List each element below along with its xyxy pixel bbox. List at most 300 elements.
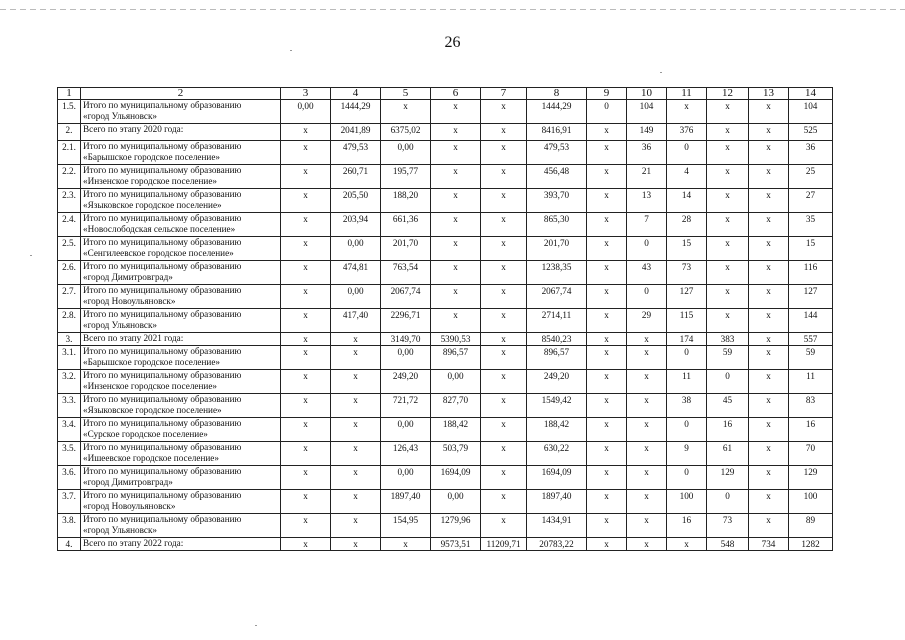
value-cell: 1897,40 bbox=[381, 490, 431, 514]
value-cell: x bbox=[331, 418, 381, 442]
value-cell: x bbox=[749, 309, 789, 333]
value-cell: 1897,40 bbox=[527, 490, 587, 514]
value-cell: 2296,71 bbox=[381, 309, 431, 333]
column-header: 4 bbox=[331, 88, 381, 100]
row-index-cell: 3.7. bbox=[58, 490, 81, 514]
table-row bbox=[58, 370, 833, 394]
value-cell: x bbox=[331, 442, 381, 466]
value-cell: x bbox=[281, 165, 331, 189]
row-name-cell: Итого по муниципальному образованию «Языковское городское поселение» bbox=[81, 189, 281, 213]
value-cell: 188,42 bbox=[527, 418, 587, 442]
row-name-cell: Итого по муниципальному образованию «Сурское городское поселение» bbox=[81, 418, 281, 442]
value-cell: 763,54 bbox=[381, 261, 431, 285]
value-cell: x bbox=[749, 237, 789, 261]
value-cell: 3149,70 bbox=[381, 333, 431, 346]
value-cell: 1434,91 bbox=[527, 514, 587, 538]
value-cell: 2041,89 bbox=[331, 124, 381, 141]
value-cell: x bbox=[481, 333, 527, 346]
value-cell: x bbox=[749, 442, 789, 466]
value-cell: 479,53 bbox=[527, 141, 587, 165]
value-cell: x bbox=[707, 213, 749, 237]
value-cell: 0,00 bbox=[381, 466, 431, 490]
value-cell: x bbox=[749, 213, 789, 237]
value-cell: x bbox=[331, 370, 381, 394]
value-cell: 417,40 bbox=[331, 309, 381, 333]
value-cell: x bbox=[481, 213, 527, 237]
value-cell: 2067,74 bbox=[381, 285, 431, 309]
table-row bbox=[58, 285, 833, 309]
value-cell: x bbox=[587, 394, 627, 418]
value-cell: 16 bbox=[707, 418, 749, 442]
column-header: 7 bbox=[481, 88, 527, 100]
value-cell: x bbox=[587, 141, 627, 165]
value-cell: x bbox=[331, 490, 381, 514]
row-index-cell: 2.3. bbox=[58, 189, 81, 213]
value-cell: 0 bbox=[667, 346, 707, 370]
value-cell: 1694,09 bbox=[431, 466, 481, 490]
row-name-cell: Итого по муниципальному образованию «Инзенское городское поселение» bbox=[81, 370, 281, 394]
value-cell: 0,00 bbox=[331, 237, 381, 261]
value-cell: 896,57 bbox=[527, 346, 587, 370]
value-cell: x bbox=[431, 213, 481, 237]
value-cell: x bbox=[481, 100, 527, 124]
value-cell: x bbox=[627, 346, 667, 370]
value-cell: 0 bbox=[587, 100, 627, 124]
value-cell: 630,22 bbox=[527, 442, 587, 466]
row-index-cell: 2.6. bbox=[58, 261, 81, 285]
value-cell: 1238,35 bbox=[527, 261, 587, 285]
value-cell: x bbox=[481, 418, 527, 442]
value-cell: 2714,11 bbox=[527, 309, 587, 333]
value-cell: 205,50 bbox=[331, 189, 381, 213]
value-cell: x bbox=[481, 370, 527, 394]
value-cell: x bbox=[627, 370, 667, 394]
table-row bbox=[58, 466, 833, 490]
column-header: 9 bbox=[587, 88, 627, 100]
value-cell: 59 bbox=[707, 346, 749, 370]
value-cell: 100 bbox=[789, 490, 833, 514]
table-row bbox=[58, 100, 833, 124]
row-name-cell: Итого по муниципальному образованию «город Ульяновск» bbox=[81, 309, 281, 333]
value-cell: x bbox=[749, 490, 789, 514]
value-cell: x bbox=[749, 394, 789, 418]
value-cell: 16 bbox=[667, 514, 707, 538]
value-cell: x bbox=[587, 514, 627, 538]
value-cell: 548 bbox=[707, 538, 749, 551]
value-cell: 525 bbox=[789, 124, 833, 141]
value-cell: 61 bbox=[707, 442, 749, 466]
scan-speck bbox=[255, 625, 257, 626]
scan-speck bbox=[660, 72, 662, 73]
value-cell: 474,81 bbox=[331, 261, 381, 285]
value-cell: x bbox=[281, 514, 331, 538]
value-cell: 0 bbox=[707, 490, 749, 514]
value-cell: x bbox=[627, 333, 667, 346]
value-cell: x bbox=[431, 165, 481, 189]
value-cell: x bbox=[481, 189, 527, 213]
value-cell: x bbox=[749, 466, 789, 490]
row-name-cell: Итого по муниципальному образованию «Инзенское городское поселение» bbox=[81, 165, 281, 189]
value-cell: x bbox=[481, 285, 527, 309]
value-cell: x bbox=[331, 466, 381, 490]
value-cell: x bbox=[587, 466, 627, 490]
value-cell: 21 bbox=[627, 165, 667, 189]
value-cell: x bbox=[749, 346, 789, 370]
row-index-cell: 3.6. bbox=[58, 466, 81, 490]
value-cell: 201,70 bbox=[527, 237, 587, 261]
value-cell: 59 bbox=[789, 346, 833, 370]
table-row bbox=[58, 442, 833, 466]
value-cell: 115 bbox=[667, 309, 707, 333]
value-cell: x bbox=[481, 490, 527, 514]
value-cell: x bbox=[331, 514, 381, 538]
value-cell: x bbox=[331, 333, 381, 346]
value-cell: 456,48 bbox=[527, 165, 587, 189]
column-header: 2 bbox=[81, 88, 281, 100]
value-cell: x bbox=[749, 124, 789, 141]
value-cell: 83 bbox=[789, 394, 833, 418]
value-cell: 100 bbox=[667, 490, 707, 514]
value-cell: 203,94 bbox=[331, 213, 381, 237]
value-cell: x bbox=[481, 309, 527, 333]
value-cell: x bbox=[481, 261, 527, 285]
table-row bbox=[58, 346, 833, 370]
value-cell: x bbox=[749, 333, 789, 346]
table-row bbox=[58, 538, 833, 551]
value-cell: 260,71 bbox=[331, 165, 381, 189]
value-cell: x bbox=[627, 490, 667, 514]
value-cell: 721,72 bbox=[381, 394, 431, 418]
value-cell: 195,77 bbox=[381, 165, 431, 189]
row-name-cell: Итого по муниципальному образованию «город Новоульяновск» bbox=[81, 285, 281, 309]
table-row bbox=[58, 418, 833, 442]
value-cell: x bbox=[627, 418, 667, 442]
value-cell: x bbox=[707, 100, 749, 124]
value-cell: x bbox=[281, 394, 331, 418]
value-cell: x bbox=[587, 309, 627, 333]
page-number: 26 bbox=[444, 34, 461, 51]
table-row bbox=[58, 394, 833, 418]
value-cell: 13 bbox=[627, 189, 667, 213]
value-cell: 25 bbox=[789, 165, 833, 189]
value-cell: x bbox=[481, 394, 527, 418]
value-cell: 43 bbox=[627, 261, 667, 285]
value-cell: 0 bbox=[667, 141, 707, 165]
table-row bbox=[58, 124, 833, 141]
row-index-cell: 3.5. bbox=[58, 442, 81, 466]
value-cell: 1279,96 bbox=[431, 514, 481, 538]
table-row bbox=[58, 333, 833, 346]
value-cell: 201,70 bbox=[381, 237, 431, 261]
value-cell: x bbox=[431, 100, 481, 124]
value-cell: x bbox=[431, 237, 481, 261]
value-cell: x bbox=[281, 141, 331, 165]
value-cell: x bbox=[281, 490, 331, 514]
value-cell: x bbox=[707, 285, 749, 309]
value-cell: 0 bbox=[667, 466, 707, 490]
table-row bbox=[58, 309, 833, 333]
value-cell: x bbox=[627, 538, 667, 551]
value-cell: x bbox=[667, 538, 707, 551]
row-name-cell: Итого по муниципальному образованию «Языковское городское поселение» bbox=[81, 394, 281, 418]
value-cell: 9 bbox=[667, 442, 707, 466]
value-cell: x bbox=[281, 213, 331, 237]
value-cell: 503,79 bbox=[431, 442, 481, 466]
value-cell: x bbox=[627, 514, 667, 538]
row-index-cell: 3.4. bbox=[58, 418, 81, 442]
row-index-cell: 2.7. bbox=[58, 285, 81, 309]
scan-speck bbox=[30, 255, 32, 256]
row-index-cell: 2.2. bbox=[58, 165, 81, 189]
value-cell: 45 bbox=[707, 394, 749, 418]
value-cell: x bbox=[587, 538, 627, 551]
value-cell: x bbox=[431, 285, 481, 309]
row-index-cell: 1.5. bbox=[58, 100, 81, 124]
table-row bbox=[58, 490, 833, 514]
row-index-cell: 4. bbox=[58, 538, 81, 551]
value-cell: x bbox=[627, 466, 667, 490]
row-index-cell: 3.8. bbox=[58, 514, 81, 538]
value-cell: 7 bbox=[627, 213, 667, 237]
value-cell: x bbox=[281, 309, 331, 333]
value-cell: 104 bbox=[789, 100, 833, 124]
value-cell: 174 bbox=[667, 333, 707, 346]
value-cell: x bbox=[707, 237, 749, 261]
column-header: 5 bbox=[381, 88, 431, 100]
value-cell: 5390,53 bbox=[431, 333, 481, 346]
value-cell: 20783,22 bbox=[527, 538, 587, 551]
value-cell: x bbox=[431, 141, 481, 165]
value-cell: 661,36 bbox=[381, 213, 431, 237]
column-header: 3 bbox=[281, 88, 331, 100]
value-cell: 104 bbox=[627, 100, 667, 124]
value-cell: 1694,09 bbox=[527, 466, 587, 490]
value-cell: 116 bbox=[789, 261, 833, 285]
value-cell: x bbox=[587, 490, 627, 514]
value-cell: 8416,91 bbox=[527, 124, 587, 141]
value-cell: x bbox=[281, 442, 331, 466]
value-cell: 376 bbox=[667, 124, 707, 141]
value-cell: 557 bbox=[789, 333, 833, 346]
value-cell: x bbox=[587, 189, 627, 213]
value-cell: 249,20 bbox=[527, 370, 587, 394]
column-header: 6 bbox=[431, 88, 481, 100]
value-cell: 73 bbox=[667, 261, 707, 285]
row-index-cell: 3.3. bbox=[58, 394, 81, 418]
row-index-cell: 3. bbox=[58, 333, 81, 346]
value-cell: x bbox=[749, 514, 789, 538]
value-cell: x bbox=[587, 261, 627, 285]
value-cell: x bbox=[381, 538, 431, 551]
value-cell: x bbox=[481, 237, 527, 261]
value-cell: 14 bbox=[667, 189, 707, 213]
value-cell: x bbox=[707, 309, 749, 333]
row-name-cell: Итого по муниципальному образованию «Сенгилеевское городское поселение» bbox=[81, 237, 281, 261]
value-cell: 129 bbox=[707, 466, 749, 490]
value-cell: 0,00 bbox=[381, 141, 431, 165]
column-header: 10 bbox=[627, 88, 667, 100]
value-cell: x bbox=[281, 333, 331, 346]
value-cell: x bbox=[281, 370, 331, 394]
scan-artifact-line bbox=[0, 9, 905, 10]
value-cell: x bbox=[331, 346, 381, 370]
value-cell: x bbox=[707, 141, 749, 165]
value-cell: 249,20 bbox=[381, 370, 431, 394]
value-cell: 29 bbox=[627, 309, 667, 333]
value-cell: x bbox=[707, 189, 749, 213]
value-cell: 0,00 bbox=[281, 100, 331, 124]
value-cell: x bbox=[587, 333, 627, 346]
value-cell: x bbox=[587, 285, 627, 309]
row-name-cell: Итого по муниципальному образованию «город Ульяновск» bbox=[81, 100, 281, 124]
value-cell: 0,00 bbox=[331, 285, 381, 309]
row-name-cell: Всего по этапу 2021 года: bbox=[81, 333, 281, 346]
value-cell: 11209,71 bbox=[481, 538, 527, 551]
value-cell: x bbox=[749, 100, 789, 124]
value-cell: 896,57 bbox=[431, 346, 481, 370]
value-cell: x bbox=[281, 418, 331, 442]
value-cell: 383 bbox=[707, 333, 749, 346]
value-cell: x bbox=[431, 309, 481, 333]
value-cell: 0 bbox=[627, 237, 667, 261]
value-cell: 38 bbox=[667, 394, 707, 418]
value-cell: 35 bbox=[789, 213, 833, 237]
row-index-cell: 3.2. bbox=[58, 370, 81, 394]
value-cell: x bbox=[749, 165, 789, 189]
value-cell: x bbox=[667, 100, 707, 124]
row-name-cell: Итого по муниципальному образованию «город Димитровград» bbox=[81, 261, 281, 285]
value-cell: x bbox=[481, 442, 527, 466]
value-cell: 127 bbox=[667, 285, 707, 309]
value-cell: x bbox=[627, 394, 667, 418]
table-row bbox=[58, 165, 833, 189]
value-cell: 129 bbox=[789, 466, 833, 490]
value-cell: 11 bbox=[667, 370, 707, 394]
value-cell: x bbox=[481, 124, 527, 141]
table-row bbox=[58, 213, 833, 237]
data-table-container bbox=[57, 87, 832, 551]
value-cell: x bbox=[749, 370, 789, 394]
value-cell: x bbox=[281, 466, 331, 490]
row-index-cell: 2.4. bbox=[58, 213, 81, 237]
row-name-cell: Всего по этапу 2020 года: bbox=[81, 124, 281, 141]
value-cell: 28 bbox=[667, 213, 707, 237]
table-row bbox=[58, 261, 833, 285]
row-name-cell: Итого по муниципальному образованию «город Ульяновск» bbox=[81, 514, 281, 538]
column-header: 12 bbox=[707, 88, 749, 100]
value-cell: 0,00 bbox=[381, 418, 431, 442]
value-cell: x bbox=[331, 538, 381, 551]
value-cell: 479,53 bbox=[331, 141, 381, 165]
value-cell: x bbox=[749, 189, 789, 213]
value-cell: x bbox=[587, 442, 627, 466]
row-name-cell: Итого по муниципальному образованию «Барышское городское поселение» bbox=[81, 141, 281, 165]
value-cell: x bbox=[587, 418, 627, 442]
value-cell: x bbox=[431, 189, 481, 213]
value-cell: 0,00 bbox=[381, 346, 431, 370]
table-row bbox=[58, 189, 833, 213]
value-cell: 11 bbox=[789, 370, 833, 394]
column-header: 13 bbox=[749, 88, 789, 100]
value-cell: 1444,29 bbox=[527, 100, 587, 124]
value-cell: 70 bbox=[789, 442, 833, 466]
value-cell: 393,70 bbox=[527, 189, 587, 213]
data-table bbox=[57, 87, 833, 551]
value-cell: 15 bbox=[789, 237, 833, 261]
value-cell: x bbox=[281, 538, 331, 551]
row-name-cell: Итого по муниципальному образованию «Барышское городское поселение» bbox=[81, 346, 281, 370]
row-name-cell: Итого по муниципальному образованию «город Новоульяновск» bbox=[81, 490, 281, 514]
value-cell: x bbox=[481, 141, 527, 165]
table-row bbox=[58, 514, 833, 538]
value-cell: x bbox=[587, 165, 627, 189]
value-cell: 734 bbox=[749, 538, 789, 551]
value-cell: x bbox=[587, 237, 627, 261]
value-cell: 16 bbox=[789, 418, 833, 442]
row-name-cell: Итого по муниципальному образованию «Ишеевское городское поселение» bbox=[81, 442, 281, 466]
value-cell: x bbox=[481, 346, 527, 370]
value-cell: 0 bbox=[667, 418, 707, 442]
column-header: 14 bbox=[789, 88, 833, 100]
value-cell: x bbox=[707, 124, 749, 141]
column-header: 8 bbox=[527, 88, 587, 100]
value-cell: 149 bbox=[627, 124, 667, 141]
value-cell: 9573,51 bbox=[431, 538, 481, 551]
row-index-cell: 2. bbox=[58, 124, 81, 141]
value-cell: x bbox=[431, 261, 481, 285]
row-name-cell: Всего по этапу 2022 года: bbox=[81, 538, 281, 551]
value-cell: 1549,42 bbox=[527, 394, 587, 418]
value-cell: 6375,02 bbox=[381, 124, 431, 141]
value-cell: 1282 bbox=[789, 538, 833, 551]
value-cell: 15 bbox=[667, 237, 707, 261]
row-index-cell: 2.5. bbox=[58, 237, 81, 261]
value-cell: 36 bbox=[627, 141, 667, 165]
value-cell: 0,00 bbox=[431, 370, 481, 394]
value-cell: 188,20 bbox=[381, 189, 431, 213]
row-name-cell: Итого по муниципальному образованию «город Димитровград» bbox=[81, 466, 281, 490]
value-cell: x bbox=[587, 370, 627, 394]
value-cell: 154,95 bbox=[381, 514, 431, 538]
value-cell: x bbox=[281, 261, 331, 285]
value-cell: x bbox=[281, 237, 331, 261]
value-cell: 0 bbox=[707, 370, 749, 394]
value-cell: x bbox=[587, 124, 627, 141]
value-cell: 2067,74 bbox=[527, 285, 587, 309]
table-row bbox=[58, 237, 833, 261]
value-cell: x bbox=[381, 100, 431, 124]
value-cell: x bbox=[587, 213, 627, 237]
value-cell: 27 bbox=[789, 189, 833, 213]
table-header-row bbox=[58, 88, 833, 100]
value-cell: x bbox=[707, 165, 749, 189]
column-header: 11 bbox=[667, 88, 707, 100]
value-cell: x bbox=[749, 261, 789, 285]
row-index-cell: 2.1. bbox=[58, 141, 81, 165]
row-index-cell: 2.8. bbox=[58, 309, 81, 333]
value-cell: x bbox=[627, 442, 667, 466]
value-cell: 73 bbox=[707, 514, 749, 538]
value-cell: 144 bbox=[789, 309, 833, 333]
value-cell: x bbox=[587, 346, 627, 370]
value-cell: x bbox=[281, 346, 331, 370]
value-cell: x bbox=[281, 124, 331, 141]
row-name-cell: Итого по муниципальному образованию «Новослободская сельское поселение» bbox=[81, 213, 281, 237]
row-index-cell: 3.1. bbox=[58, 346, 81, 370]
value-cell: 126,43 bbox=[381, 442, 431, 466]
value-cell: 36 bbox=[789, 141, 833, 165]
value-cell: 8540,23 bbox=[527, 333, 587, 346]
